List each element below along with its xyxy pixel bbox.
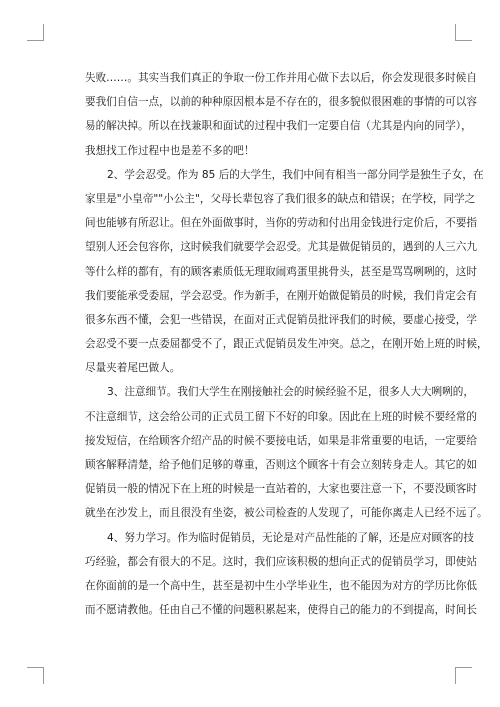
- text-line: 在你面前的是一个高中生，甚至是初中生小学毕业生，也不能因为对方的学历比你低: [85, 579, 477, 592]
- text-line: 要我们自信一点，以前的种种原因根本是不存在的，很多貌似很困难的事情的可以容: [85, 96, 477, 109]
- text-line: 易的解决掉。所以在找兼职和面试的过程中我们一定要自信（尤其是内向的同学），: [85, 120, 472, 133]
- text-line: 巧经验，都会有很大的不足。这时，我们应该积极的想向正式的促销员学习，即使站: [85, 555, 477, 568]
- text-line: 顾客解释清楚，给予他们足够的尊重，否则这个顾客十有会立刻转身走人。其它的如: [85, 459, 477, 471]
- text-line: 尽量夹着尾巴做人。: [85, 362, 181, 375]
- text-line: 接发短信，在给顾客介绍产品的时候不要接电话，如果是非常重要的电话，一定要给: [85, 434, 477, 447]
- text-line: 4、努力学习。作为临时促销员，无论是对产品性能的了解，还是应对顾客的技: [107, 531, 474, 544]
- crop-mark-bottom-right: [455, 667, 472, 684]
- text-line: 促销员一般的情况下在上班的时候是一直站着的，大家也要注意一下，不要没顾客时: [85, 483, 477, 496]
- text-line: 2、学会忍受。作为 85 后的大学生，我们中间有相当一部分同学是独生子女，在: [107, 168, 484, 181]
- text-line: 不注意细节，这会给公司的正式员工留下不好的印象。因此在上班的时候不要经常的: [85, 410, 477, 423]
- text-line: 会忍受不要一点委屈都受不了，跟正式促销员发生冲突。总之，在刚开始上班的时候，: [85, 338, 488, 351]
- text-line: 望别人还会包容你，这时候我们就要学会忍受。尤其是做促销员的，遇到的人三六九: [85, 241, 477, 254]
- crop-mark-bottom-left: [27, 667, 44, 684]
- text-line: 失败……。其实当我们真正的争取一份工作并用心做下去以后，你会发现很多时候自: [85, 72, 477, 84]
- crop-mark-top-left: [27, 24, 44, 41]
- text-line: 间也能够有所忍让。但在外面做事时，当你的劳动和付出用金钱进行定价后，不要指: [85, 217, 477, 230]
- text-line: 就坐在沙发上，而且很没有坐姿，被公司检查的人发现了，可能你离走人已经不远了。: [85, 507, 488, 520]
- crop-mark-top-right: [455, 24, 472, 41]
- text-line: 3、注意细节。我们大学生在刚接触社会的时候经验不足，很多人大大咧咧的，: [107, 386, 474, 399]
- text-line: 很多东西不懂，会犯一些错误，在面对正式促销员批评我们的时候，要虚心接受，学: [85, 313, 477, 326]
- text-line: 我们要能承受委屈，学会忍受。作为新手，在刚开始做促销员的时候，我们肯定会有: [85, 289, 477, 302]
- text-line: 家里是"小皇帝""小公主"，父母长辈包容了我们很多的缺点和错误；在学校，同学之: [85, 192, 476, 205]
- text-line: 而不愿请教他。任由自己不懂的问题积累起来，使得自己的能力的不到提高，时间长: [85, 604, 477, 617]
- text-line: 我想找工作过程中也是差不多的吧！: [85, 144, 255, 157]
- text-line: 等什么样的都有，有的顾客素质低无理取闹鸡蛋里挑骨头，甚至是骂骂咧咧的，这时: [85, 265, 477, 278]
- document-body: [85, 66, 488, 622]
